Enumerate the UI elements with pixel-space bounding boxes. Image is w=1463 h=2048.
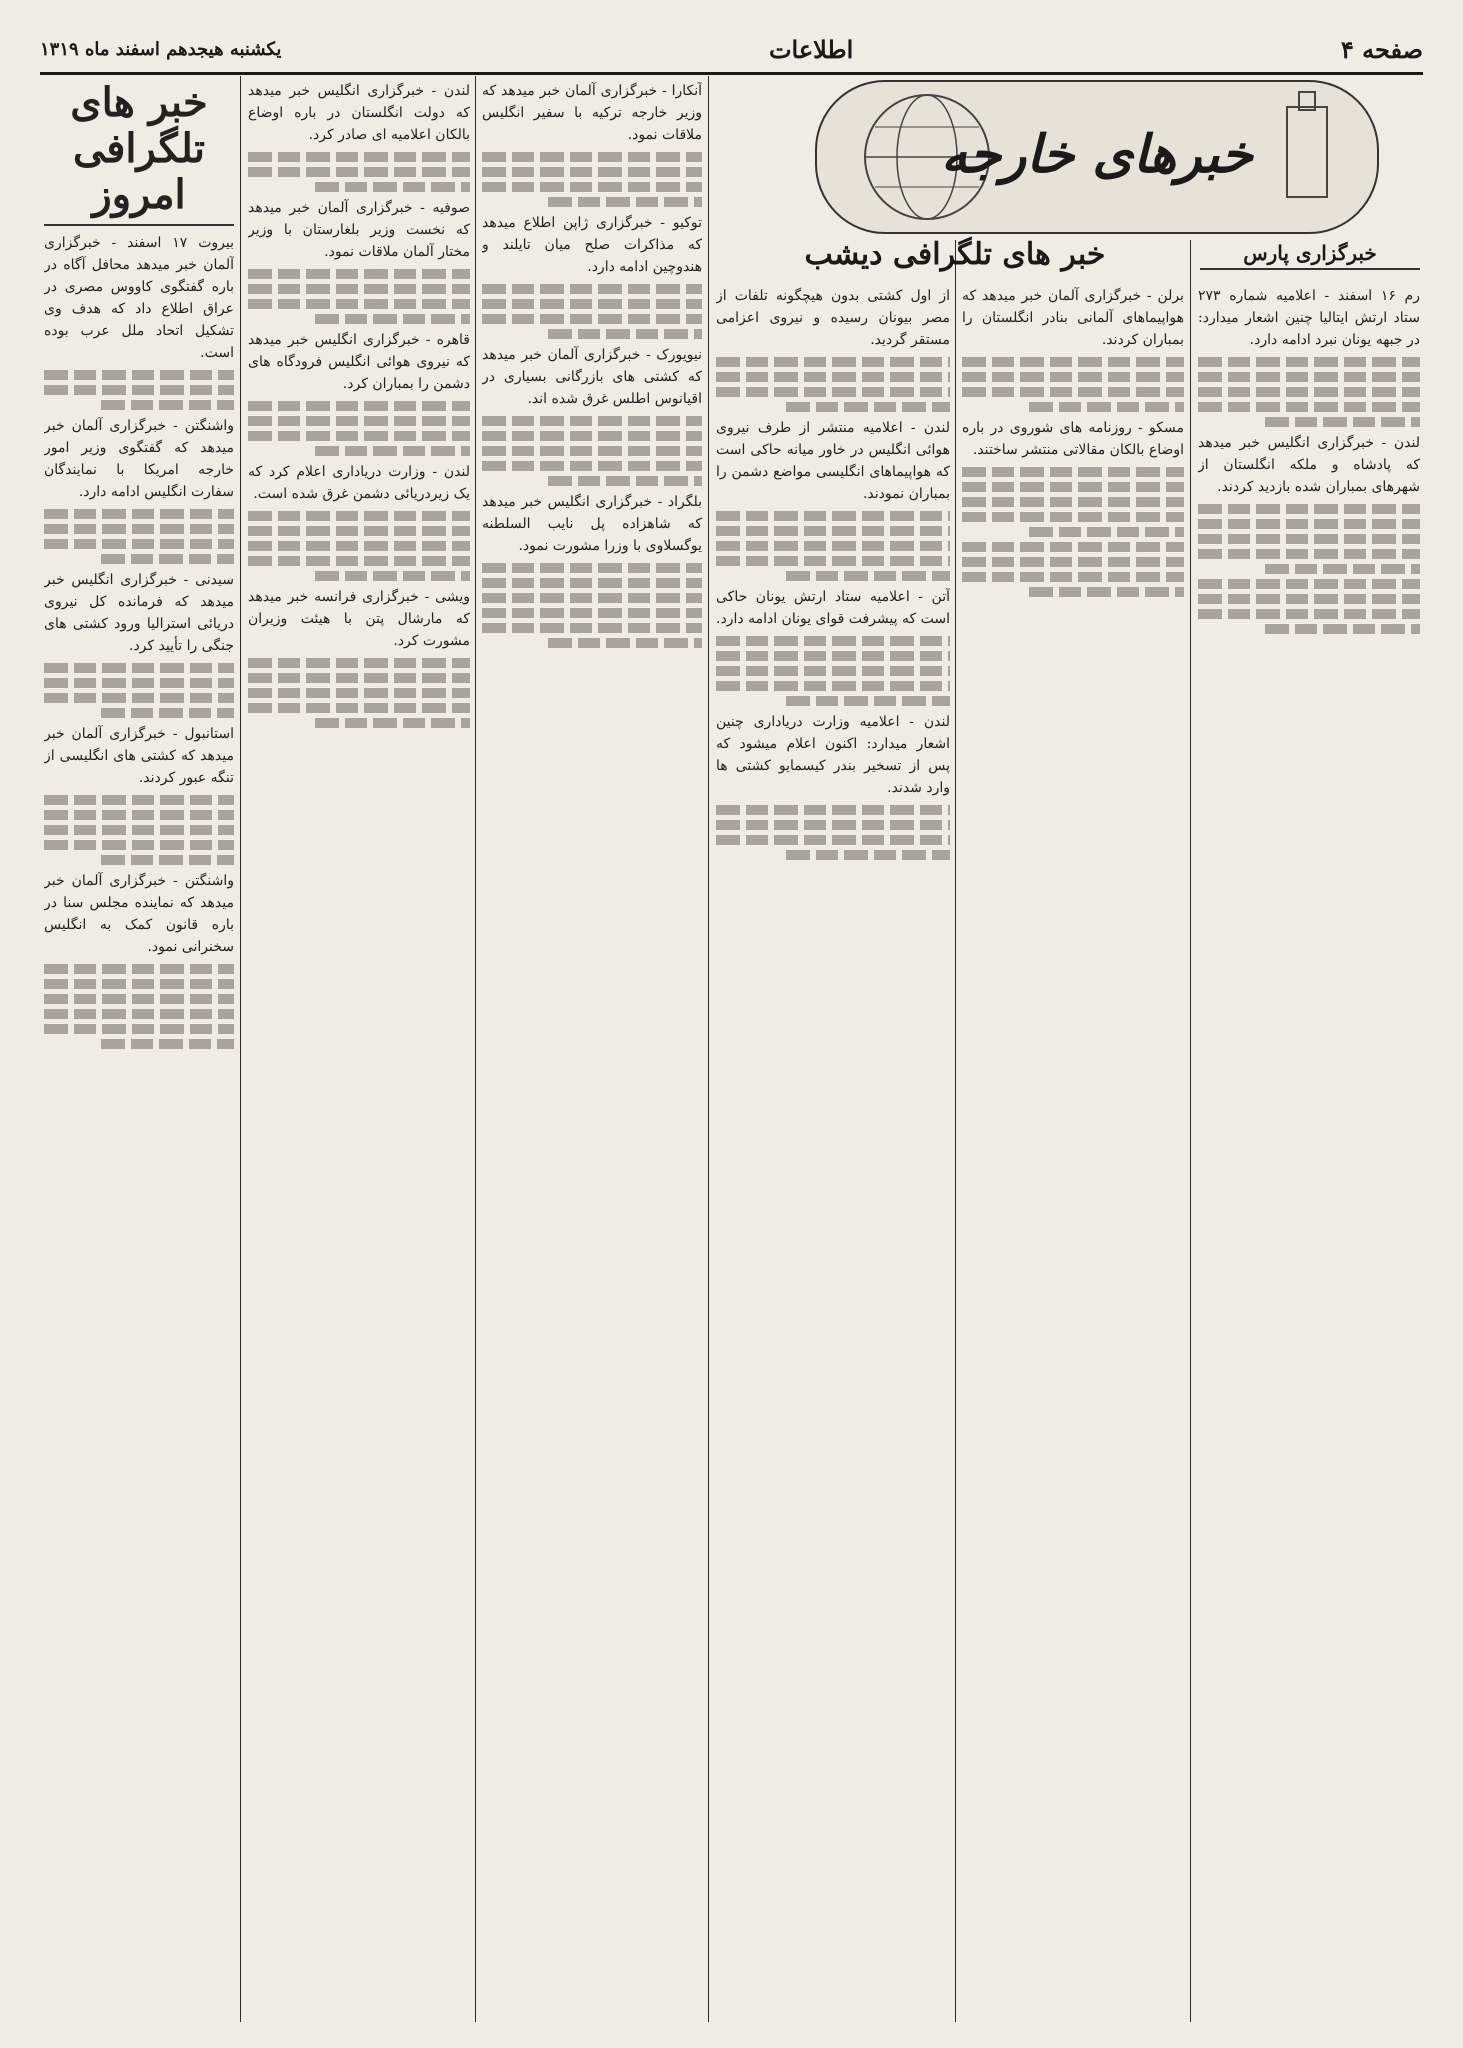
text-line [44,385,234,395]
text-line [716,681,950,691]
text-line [786,402,950,412]
text-line [716,357,950,367]
text-line [482,182,702,192]
text-line [44,509,234,519]
text-line [716,805,950,815]
news-item: استانبول - خبرگزاری آلمان خبر میدهد که کشتی های انگلیسی از تنگه عبور کردند. [44,726,234,786]
text-line [1198,609,1420,619]
column-c [482,80,702,2020]
text-line [962,497,1184,507]
text-line [248,673,470,683]
text-line [548,197,702,207]
news-item: واشنگتن - خبرگزاری آلمان خبر میدهد که نماینده مجلس سنا در باره قانون کمک به انگلیس سخنرانی نمود. [44,873,234,955]
text-line [248,401,470,411]
column-pars [1198,285,1420,2020]
news-item: لندن - اعلامیه وزارت دریاداری چنین اشعار میدارد: اکنون اعلام میشود که پس از تسخیر بندر کیسمایو کشتی ها وارد شدند. [716,714,950,796]
column-divider [955,240,956,2022]
text-line [482,299,702,309]
text-line [1198,387,1420,397]
text-line [482,314,702,324]
text-line [248,511,470,521]
text-line [248,152,470,162]
banner-title: خبرهای خارجه [941,124,1253,185]
text-line [962,387,1184,397]
text-line [248,167,470,177]
text-line [482,578,702,588]
news-item: توکیو - خبرگزاری ژاپن اطلاع میدهد که مذاکرات صلح میان تایلند و هندوچین ادامه دارد. [482,215,702,275]
column-e [962,285,1184,2020]
news-item: لندن - اعلامیه منتشر از طرف نیروی هوائی انگلیس در خاور میانه حاکی است که هواپیماهای انگلیسی مواضع دشمن را بمباران نمودند. [716,420,950,502]
text-line [1265,417,1420,427]
telegraph-today-title: خبر های تلگرافی امروز [44,80,234,226]
text-line [44,979,234,989]
text-line [786,696,950,706]
text-line [1198,519,1420,529]
text-line [315,718,470,728]
headline-yesterday: خبر های تلگرافی دیشب [804,237,1106,272]
text-line [44,964,234,974]
masthead-rule [40,72,1423,75]
text-line [101,554,234,564]
news-item: قاهره - خبرگزاری انگلیس خبر میدهد که نیروی هوائی انگلیس فرودگاه های دشمن را بمباران کرد. [248,332,470,392]
text-line [716,835,950,845]
column-b [248,80,470,2020]
issue-date: یکشنبه هیجدهم اسفند ماه ۱۳۱۹ [40,38,282,60]
news-item: رم ۱۶ اسفند - اعلامیه شماره ۲۷۳ ستاد ارتش ایتالیا چنین اشعار میدارد: در جبهه یونان نبرد ادامه دارد. [1198,288,1420,348]
news-item: صوفیه - خبرگزاری آلمان خبر میدهد که نخست وزیر بلغارستان با وزیر مختار آلمان ملاقات نمود. [248,200,470,260]
column-divider [475,76,476,2022]
text-line [44,678,234,688]
news-item: لندن - وزارت دریاداری اعلام کرد که یک زیردریائی دشمن غرق شده است. [248,464,470,502]
column-divider [240,76,241,2022]
text-line [1198,579,1420,589]
text-line [101,400,234,410]
text-line [248,284,470,294]
text-line [716,526,950,536]
text-line [962,572,1184,582]
text-line [44,1024,234,1034]
text-line [716,820,950,830]
news-item: آتن - اعلامیه ستاد ارتش یونان حاکی است که پیشرفت قوای یونان ادامه دارد. [716,589,950,627]
text-line [44,370,234,380]
text-line [962,557,1184,567]
news-item: واشنگتن - خبرگزاری آلمان خبر میدهد که گفتگوی وزیر امور خارجه امریکا با نمایندگان سفارت انگلیس ادامه دارد. [44,418,234,500]
text-line [1198,549,1420,559]
text-line [44,663,234,673]
text-line [1265,624,1420,634]
page-number: صفحه ۴ [1340,34,1423,64]
text-line [44,840,234,850]
text-line [248,416,470,426]
text-line [1198,594,1420,604]
news-item: بیروت ۱۷ اسفند - خبرگزاری آلمان خبر میدهد محافل آگاه در باره گفتگوی کاووس مصری در عراق اطلاع داد که هدف وی تشکیل اتحاد ملل عرب بوده است. [44,235,234,361]
text-line [248,269,470,279]
text-line [44,810,234,820]
column-d [716,285,950,2020]
column-divider [1190,240,1191,2022]
text-line [1198,504,1420,514]
text-line [962,467,1184,477]
text-line [962,357,1184,367]
news-item: برلن - خبرگزاری آلمان خبر میدهد که هواپیماهای آلمانی بنادر انگلستان را بمباران کردند. [962,288,1184,348]
news-item: سیدنی - خبرگزاری انگلیس خبر میدهد که فرمانده کل نیروی دریائی استرالیا ورود کشتی های جنگی را تأیید کرد. [44,572,234,654]
text-line [44,1009,234,1019]
news-item: لندن - خبرگزاری انگلیس خبر میدهد که دولت انگلستان در باره اوضاع بالکان اعلامیه ای صادر کرد. [248,83,470,143]
text-line [315,314,470,324]
text-line [482,284,702,294]
newspaper-name: اطلاعات [768,34,854,64]
text-line [548,329,702,339]
text-line [1198,402,1420,412]
foreign-news-banner [815,80,1379,234]
text-line [482,446,702,456]
text-line [315,571,470,581]
text-line [248,703,470,713]
text-line [962,512,1184,522]
text-line [315,446,470,456]
text-line [44,994,234,1004]
news-item: ویشی - خبرگزاری فرانسه خبر میدهد که مارشال پتن با هیئت وزیران مشورت کرد. [248,589,470,649]
text-line [482,608,702,618]
text-line [248,431,470,441]
column-divider [708,76,709,2022]
text-line [716,372,950,382]
text-line [482,167,702,177]
text-line [716,666,950,676]
text-line [44,693,234,703]
text-line [716,511,950,521]
column-telegraph-today [44,80,234,2020]
masthead [40,28,1423,70]
text-line [1029,587,1184,597]
text-line [716,556,950,566]
text-line [962,372,1184,382]
text-line [248,526,470,536]
text-line [1029,402,1184,412]
text-line [1029,527,1184,537]
text-line [716,636,950,646]
text-line [548,476,702,486]
text-line [44,539,234,549]
text-line [482,152,702,162]
text-line [1198,372,1420,382]
text-line [482,563,702,573]
text-line [716,651,950,661]
text-line [482,623,702,633]
text-line [482,416,702,426]
text-line [1198,534,1420,544]
text-line [716,387,950,397]
text-line [786,850,950,860]
text-line [315,182,470,192]
news-item: مسکو - روزنامه های شوروی در باره اوضاع بالکان مقالاتی منتشر ساختند. [962,420,1184,458]
text-line [248,541,470,551]
text-line [248,688,470,698]
pars-agency-title: خبرگزاری پارس [1200,238,1420,270]
text-line [248,556,470,566]
text-line [44,524,234,534]
text-line [101,708,234,718]
news-item: لندن - خبرگزاری انگلیس خبر میدهد که پادشاه و ملکه انگلستان از شهرهای بمباران شده بازدید کردند. [1198,435,1420,495]
text-line [482,461,702,471]
text-line [248,658,470,668]
text-line [1265,564,1420,574]
text-line [962,482,1184,492]
text-line [1198,357,1420,367]
text-line [482,431,702,441]
news-item: نیویورک - خبرگزاری آلمان خبر میدهد که کشتی های بازرگانی بسیاری در اقیانوس اطلس غرق شده اند. [482,347,702,407]
text-line [716,541,950,551]
text-line [44,795,234,805]
text-line [962,542,1184,552]
news-item: از اول کشتی بدون هیچگونه تلفات از مصر بیونان رسیده و نیروی اعزامی مستقر گردید. [716,288,950,348]
text-line [548,638,702,648]
news-item: بلگراد - خبرگزاری انگلیس خبر میدهد که شاهزاده پل نایب السلطنه یوگسلاوی با وزرا مشورت نمود. [482,494,702,554]
news-item: آنکارا - خبرگزاری آلمان خبر میدهد که وزیر خارجه ترکیه با سفیر انگلیس ملاقات نمود. [482,83,702,143]
text-line [44,825,234,835]
text-line [248,299,470,309]
text-line [786,571,950,581]
text-line [101,855,234,865]
text-line [482,593,702,603]
text-line [101,1039,234,1049]
